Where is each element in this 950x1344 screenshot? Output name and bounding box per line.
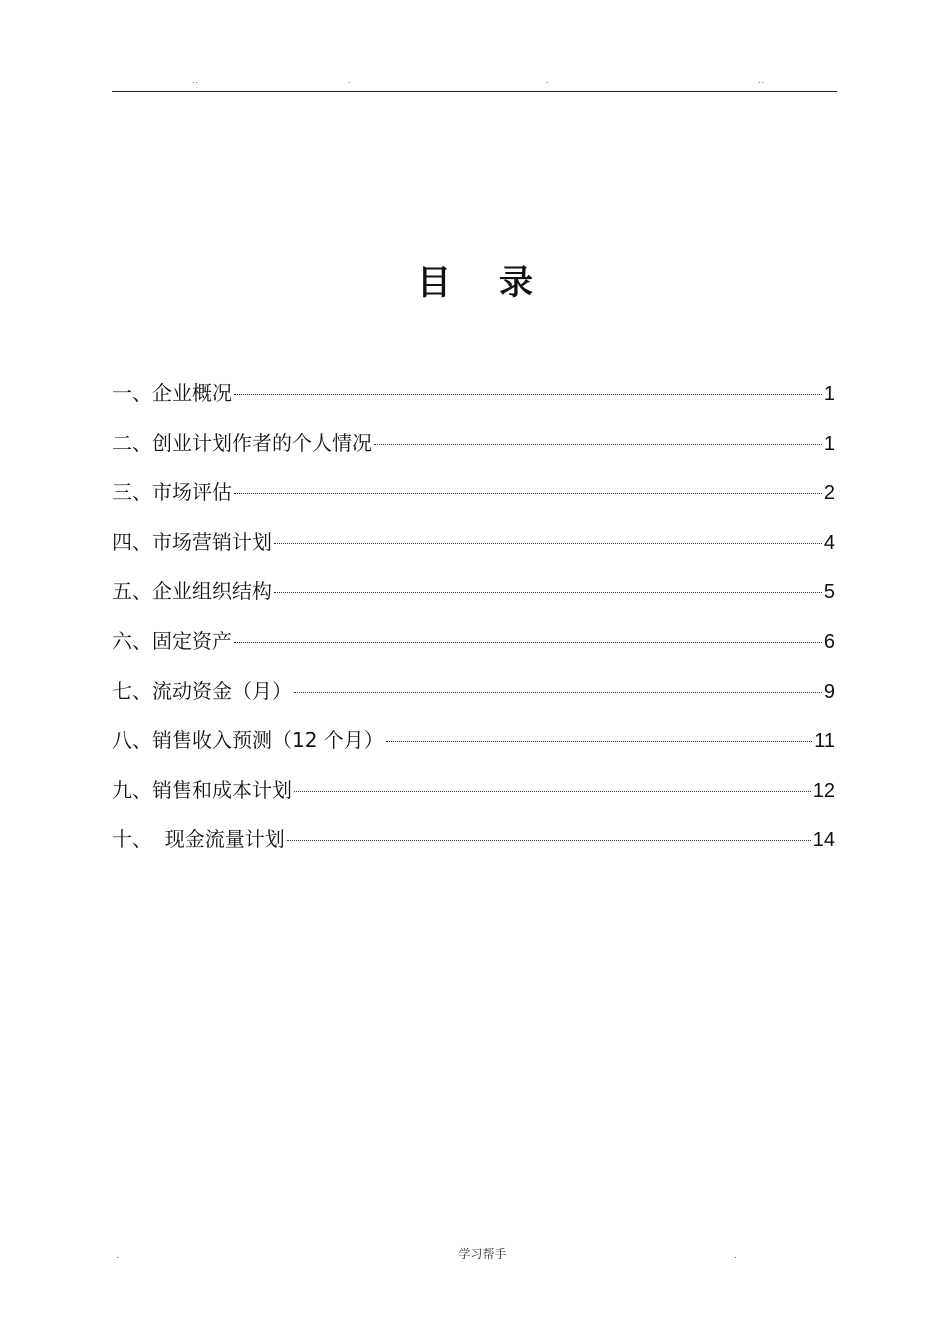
toc-entry[interactable] [112, 674, 835, 724]
toc-entry-page: 12 [812, 779, 835, 802]
toc-entry[interactable] [112, 624, 835, 674]
header-rule [112, 91, 837, 92]
toc-entry[interactable] [112, 574, 835, 624]
header-mark: . [546, 76, 550, 85]
toc-leader-dots [386, 741, 812, 742]
toc-entry-page: 5 [823, 581, 835, 604]
toc-leader-dots [234, 642, 822, 643]
toc-entry-label: 四、市场营销计划 [112, 529, 272, 554]
toc-entry-label: 七、流动资金（月） [112, 678, 292, 703]
toc-entry[interactable] [112, 525, 835, 575]
toc-title [0, 258, 950, 308]
toc-leader-dots [234, 493, 822, 494]
header-mark: . [348, 76, 352, 85]
toc-entry-page: 9 [823, 680, 835, 703]
toc-entry-page: 6 [823, 630, 835, 653]
toc-entry-page: 1 [823, 432, 835, 455]
toc-entry-page: 4 [823, 531, 835, 554]
toc-entry-label: 九、销售和成本计划 [112, 777, 292, 802]
toc-leader-dots [294, 692, 822, 693]
toc-entry[interactable] [112, 723, 835, 773]
toc-title-char-1: 目 [417, 263, 451, 303]
header-mark: .. [192, 76, 200, 85]
toc-leader-dots [274, 592, 822, 593]
toc-entry-label: 十、 现金流量计划 [112, 827, 285, 852]
table-of-contents [112, 376, 835, 872]
toc-entry[interactable] [112, 376, 835, 426]
footer-mark-right: . [734, 1251, 737, 1260]
toc-entry[interactable] [112, 475, 835, 525]
toc-leader-dots [287, 840, 811, 841]
toc-leader-dots [294, 791, 811, 792]
toc-entry-label: 一、企业概况 [112, 381, 232, 405]
toc-leader-dots [234, 394, 822, 395]
toc-entry[interactable] [112, 426, 835, 476]
toc-entry-page: 11 [814, 730, 835, 753]
toc-entry-page: 1 [823, 383, 835, 405]
toc-entry[interactable] [112, 773, 835, 823]
toc-entry-label: 六、固定资产 [112, 628, 232, 653]
toc-entry-label: 五、企业组织结构 [112, 579, 272, 604]
toc-entry-label: 二、创业计划作者的个人情况 [112, 430, 372, 455]
toc-title-char-2: 录 [499, 263, 533, 303]
page-footer: 学习帮手 [458, 1247, 507, 1261]
toc-entry-label: 三、市场评估 [112, 480, 232, 505]
toc-entry-page: 14 [812, 829, 835, 852]
header-mark: .. [758, 76, 766, 85]
toc-leader-dots [274, 543, 822, 544]
toc-entry-label: 八、销售收入预测（12 个月） [112, 728, 384, 753]
toc-leader-dots [374, 444, 822, 445]
toc-entry[interactable] [112, 822, 835, 872]
footer-mark-left: . [116, 1251, 119, 1260]
toc-entry-page: 2 [823, 482, 835, 505]
